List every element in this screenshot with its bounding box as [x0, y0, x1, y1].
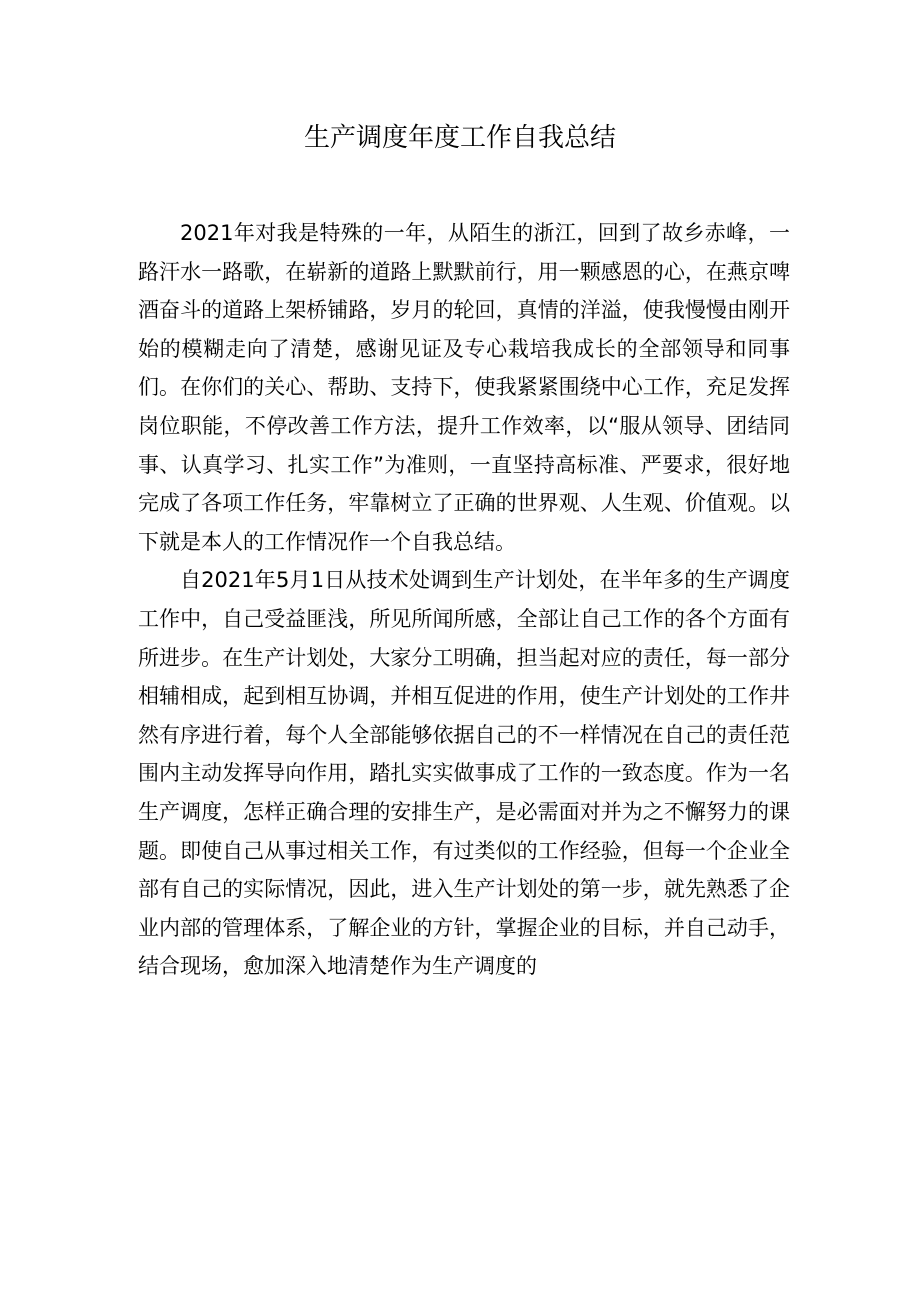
- paragraph-1: 2021年对我是特殊的一年，从陌生的浙江，回到了故乡赤峰，一路汗水一路歌，在崭新的道路上默默前行，用一颗感恩的心，在燕京啤酒奋斗的道路上架桥铺路，岁月的轮回，真情的洋溢，使我慢慢由刚开始的模糊走向了清楚，感谢见证及专心栽培我成长的全部领导和同事们。在你们的关心、帮助、支持下，使我紧紧围绕中心工作，充足发挥岗位职能，不停改善工作方法，提升工作效率，以“服从领导、团结同事、认真学习、扎实工作”为准则，一直坚持高标准、严要求，很好地完成了各项工作任务，牢靠树立了正确的世界观、人生观、价值观。以下就是本人的工作情况作一个自我总结。: [138, 221, 790, 554]
- document-body: [138, 214, 790, 986]
- document-title: 生产调度年度工作自我总结: [303, 123, 616, 153]
- paragraph-2: 自2021年5月1日从技术处调到生产计划处，在半年多的生产调度工作中，自己受益匪浅，所见所闻所感，全部让自己工作的各个方面有所进步。在生产计划处，大家分工明确，担当起对应的责任，每一部分相辅相成，起到相互协调，并相互促进的作用，使生产计划处的工作井然有序进行着，每个人全部能够依据自己的不一样情况在自己的责任范围内主动发挥导向作用，踏扎实实做事成了工作的一致态度。作为一名生产调度，怎样正确合理的安排生产，是必需面对并为之不懈努力的课题。即使自己从事过相关工作，有过类似的工作经验，但每一个企业全部有自己的实际情况，因此，进入生产计划处的第一步，就先熟悉了企业内部的管理体系，了解企业的方针，掌握企业的目标，并自己动手，结合现场，愈加深入地清楚作为生产调度的: [138, 568, 790, 979]
